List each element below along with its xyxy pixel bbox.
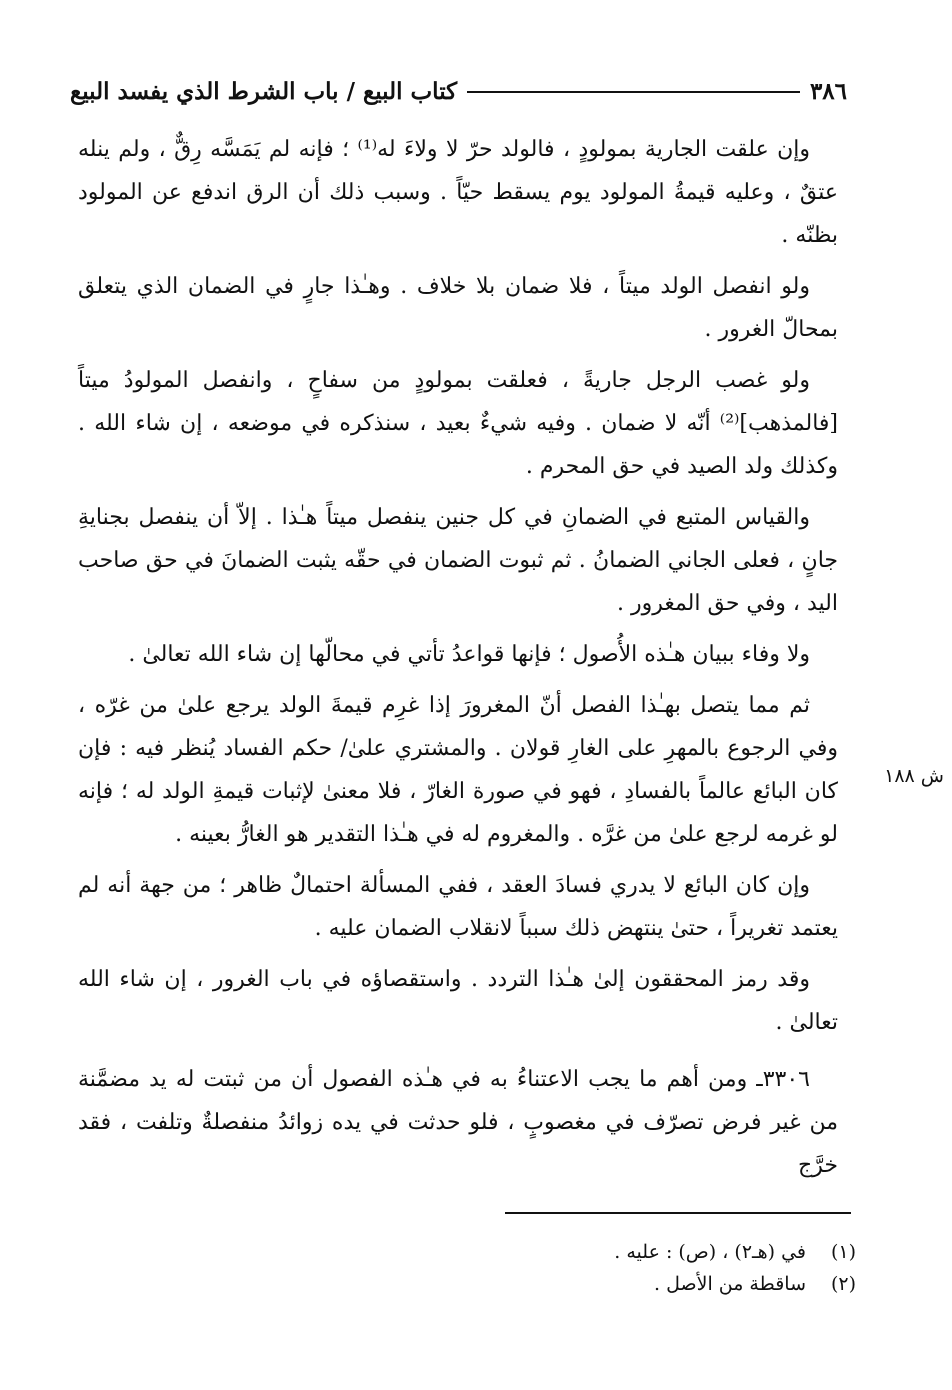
running-header (70, 78, 847, 105)
paragraph: ولو انفصل الولد ميتاً ، فلا ضمان بلا خلاف . وهـٰذا جارٍ في الضمان الذي يتعلق بمحالّ الغرور . (78, 274, 838, 342)
paragraph: وإن كان البائع لا يدري فسادَ العقد ، ففي المسألة احتمالٌ ظاهر ؛ من جهة أنه لم يعتمد تغريراً ، حتىٰ ينتهض ذلك سبباً لانقلاب الضمان عليه . (78, 873, 838, 941)
paragraph: وإن علقت الجارية بمولودٍ ، فالولد حرّ لا ولاءَ له⁽¹⁾ ؛ فإنه لم يَمَسَّه رِقٌّ ، ولم ينله عتقٌ ، وعليه قيمةُ المولود يوم يسقط حيّاً . وسبب ذلك أن الرق اندفع عن المولود بظنّه . (78, 137, 838, 248)
footnote (200, 1236, 856, 1268)
paragraph: والقياس المتبع في الضمانِ في كل جنين ينفصل ميتاً هـٰذا . إلاّ أن ينفصل بجنايةِ جانٍ ، فعلى الجاني الضمانُ . ثم ثبوت الضمان في حقّه يثبت الضمانَ في حق صاحب اليد ، وفي حق المغرور . (78, 505, 838, 616)
footnote (200, 1268, 856, 1300)
main-text (78, 128, 838, 1195)
footnote-separator (505, 1212, 851, 1214)
paragraph: وقد رمز المحققون إلىٰ هـٰذا التردد . واستقصاؤه في باب الغرور ، إن شاء الله تعالىٰ . (78, 967, 838, 1035)
paragraph: ولا وفاء ببيان هـٰذه الأُصول ؛ فإنها قواعدُ تأتي في محالّها إن شاء الله تعالىٰ . (128, 642, 810, 667)
margin-reference: ش ١٨٨ (884, 765, 944, 787)
footnote-number: (١) (830, 1241, 856, 1263)
numbered-paragraph: ٣٣٠٦ـ ومن أهم ما يجب الاعتناءُ به في هـٰذه الفصول أن من ثبتت له يد مضمَّنة من غير فرض تصرّف في مغصوبٍ ، فلو حدثت في يده زوائدُ منفصلةٌ وتلفت ، فقد خرَّج (78, 1067, 838, 1178)
page-number: ٣٨٦ (809, 78, 847, 105)
footnote-text: ساقطة من الأصل . (654, 1273, 806, 1295)
footnote-number: (٢) (830, 1273, 856, 1295)
header-title: كتاب البيع / باب الشرط الذي يفسد البيع (70, 78, 458, 105)
header-rule (467, 91, 800, 93)
paragraph: ولو غصب الرجل جاريةً ، فعلقت بمولودٍ من سفاحٍ ، وانفصل المولودُ ميتاً [فالمذهب]⁽²⁾ أنّه لا ضمان . وفيه شيءٌ بعيد ، سنذكره في موضعه ، إن شاء الله . وكذلك ولد الصيد في حق المحرم . (78, 368, 838, 479)
paragraph: ثم مما يتصل بهـٰذا الفصل أنّ المغرورَ إذا غرِم قيمةَ الولد يرجع علىٰ من غرّه ، وفي الرجوع بالمهرِ على الغارِ قولان . والمشتري علىٰ/ حكم الفساد يُنظر فيه : فإن كان البائع عالماً بالفسادِ ، فهو في صورة الغارّ ، فلا معنىٰ لإثبات قيمةِ الولد له ؛ فإنه لو غرمه لرجع علىٰ من غرَّه . والمغروم له في هـٰذا التقدير هو الغارُّ بعينه . (78, 693, 838, 847)
footnote-text: في (هـ٢) ، (ص) : عليه . (614, 1241, 806, 1263)
footnotes (200, 1236, 856, 1300)
